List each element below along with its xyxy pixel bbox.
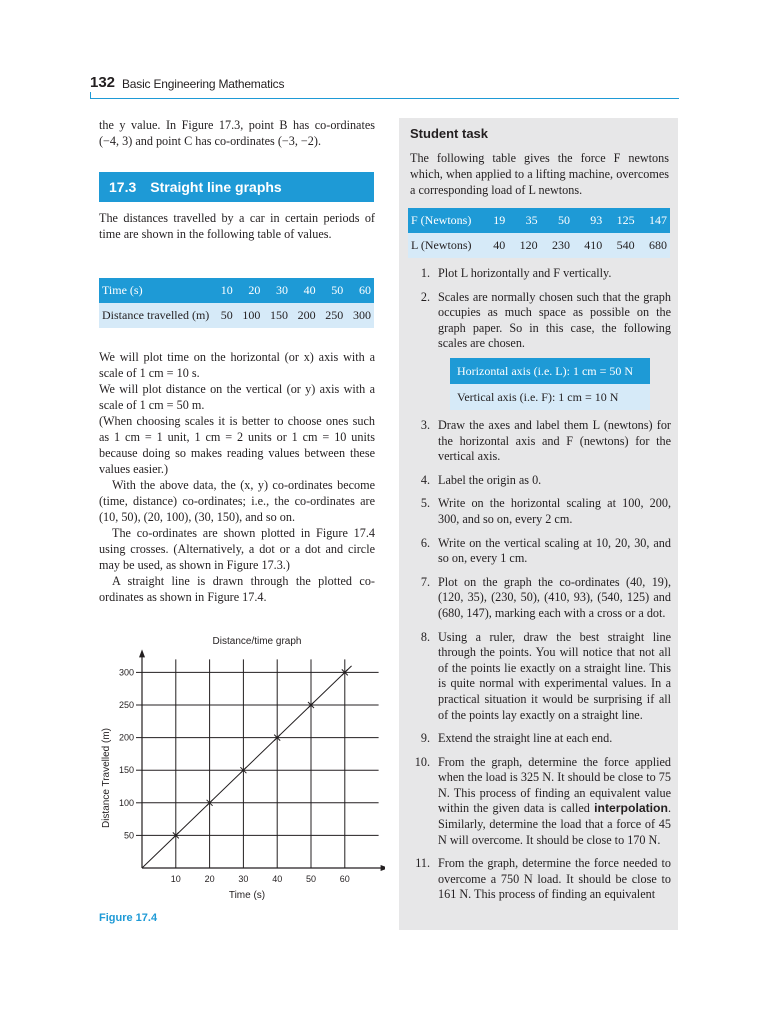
- x-tick-label: 30: [238, 874, 249, 884]
- page-number: 132: [90, 74, 116, 91]
- x-tick-label: 10: [170, 874, 181, 884]
- force-cell: 93: [590, 213, 603, 227]
- y-axis-label: Distance Travelled (m): [101, 727, 112, 829]
- time-cell: 10: [220, 283, 233, 297]
- y-tick-label: 200: [118, 732, 134, 743]
- distance-cell: 100: [242, 308, 261, 322]
- load-cell: 410: [584, 238, 603, 252]
- plotted-text: The co-ordinates are shown plotted in Figure 17.4 using crosses. (Alternatively, a dot or a dot and circle may be used, as shown in Figure 17.3.): [99, 526, 375, 572]
- distance-cell: 250: [325, 308, 344, 322]
- task-steps-list-continued: [408, 418, 671, 903]
- load-cell: 680: [649, 238, 667, 252]
- load-cell: 120: [519, 238, 538, 252]
- interpolation-term: interpolation: [594, 801, 668, 816]
- intro-paragraph: the y value. In Figure 17.3, point B has co-ordinates (−4, 3) and point C has co-ordinates (−3, −2).: [99, 118, 375, 148]
- load-row: [408, 233, 670, 258]
- distance-row-label: Distance travelled (m): [102, 308, 210, 322]
- y-tick-label: 300: [118, 667, 134, 678]
- distance-cell: 50: [220, 308, 233, 322]
- force-cell: 147: [649, 213, 667, 227]
- chart-title: Distance/time graph: [212, 636, 302, 647]
- list-item: 9. Extend the straight line at each end.: [420, 731, 613, 746]
- time-cell: 60: [359, 283, 371, 297]
- x-tick-label: 50: [305, 874, 317, 884]
- force-cell: 19: [493, 213, 506, 227]
- coordinates-text: With the above data, the (x, y) co-ordinates become (time, distance) co-ordinates; i.e., the co-ordinates are (10, 50), (20, 100), (30, 150), and so on.: [99, 478, 375, 524]
- list-item: 10. From the graph, determine the force applied when the load is 325 N. It should be close to 75 N. This process of finding an equivalent value within the given data is called interpolation. Similarly, determine the load that a force of 45 N will overcome. It should be close to 170 N.: [414, 754, 671, 847]
- list-item: 5. Write on the horizontal scaling at 100, 200, 300, and so on, every 2 cm.: [420, 496, 671, 526]
- x-tick-label: 60: [339, 874, 350, 884]
- task-steps-list: [408, 266, 671, 352]
- student-task-intro: The following table gives the force F newtons which, when applied to a lifting machine, overcomes a corresponding load of L newtons.: [410, 151, 669, 197]
- x-axis-arrow: [381, 865, 385, 871]
- header-rule: [90, 98, 679, 99]
- load-cell: 230: [551, 238, 570, 252]
- list-item: 7. Plot on the graph the co-ordinates (40, 19), (120, 35), (230, 50), (410, 93), (540, 125) and (680, 147), marking each with a cross or a dot.: [420, 574, 671, 620]
- vertical-scale-box: Vertical axis (i.e. F): 1 cm = 10 N: [450, 384, 650, 410]
- y-axis-arrow: [139, 649, 145, 657]
- section-heading: [99, 172, 374, 202]
- load-cell: 540: [616, 238, 635, 252]
- x-tick-label: 40: [272, 874, 283, 884]
- force-row: [408, 208, 670, 233]
- scale-advice-text: (When choosing scales it is better to choose ones such as 1 cm = 1 unit, 1 cm = 2 units or 1 cm = 10 units because doing so makes reading values between these values easier.): [99, 414, 375, 476]
- x-tick-label: 20: [204, 874, 215, 884]
- list-item: 8. Using a ruler, draw the best straight line through the points. You will notice that not all of the points lie exactly on a straight line. This is quite normal with experimental values. In a practical situation it would be surprising if all of the points lay exactly on a straight line.: [420, 629, 671, 722]
- load-row-label: L (Newtons): [411, 238, 472, 252]
- distance-cell: 200: [297, 308, 316, 322]
- force-cell: 50: [557, 213, 570, 227]
- horizontal-scale-box: Horizontal axis (i.e. L): 1 cm = 50 N: [450, 358, 650, 384]
- chart-ticks: [119, 667, 350, 884]
- book-title: Basic Engineering Mathematics: [122, 77, 285, 91]
- force-row-label: F (Newtons): [411, 213, 472, 227]
- time-cell: 20: [248, 283, 261, 297]
- list-item: 6. Write on the vertical scaling at 10, 20, 30, and so on, every 1 cm.: [420, 535, 671, 566]
- list-item: 11. From the graph, determine the force needed to overcome a 750 N load. It should be close to 161 N. This process of finding an equivalent: [415, 856, 671, 902]
- distance-row: [99, 303, 374, 328]
- time-row-label: Time (s): [102, 283, 143, 297]
- student-task-title: Student task: [410, 126, 489, 141]
- y-tick-label: 150: [118, 765, 134, 776]
- y-tick-label: 250: [118, 700, 134, 710]
- list-item: 2. Scales are normally chosen such that the graph occupies as much space as possible on the graph paper. So in this case, the following scales are chosen.: [420, 289, 671, 351]
- x-axis-label: Time (s): [228, 890, 266, 901]
- y-tick-label: 100: [118, 797, 134, 808]
- load-cell: 40: [493, 238, 506, 252]
- x-axis-scale-text: We will plot time on the horizontal (or x) axis with a scale of 1 cm = 10 s.: [99, 350, 375, 380]
- explanation-block: [99, 349, 375, 605]
- distance-intro-paragraph: The distances travelled by a car in certain periods of time are shown in the following table of values.: [99, 211, 375, 241]
- time-cell: 30: [276, 283, 289, 297]
- time-row: [99, 278, 374, 303]
- y-tick-label: 50: [123, 830, 134, 841]
- straight-line-text: A straight line is drawn through the plotted co-ordinates as shown in Figure 17.4.: [99, 574, 375, 604]
- force-cell: 125: [616, 213, 635, 227]
- list-item: 3. Draw the axes and label them L (newtons) for the horizontal axis and F (newtons) for the vertical axis.: [420, 418, 671, 464]
- list-item: 4. Label the origin as 0.: [420, 472, 542, 487]
- time-cell: 50: [331, 283, 344, 297]
- force-cell: 35: [525, 213, 538, 227]
- y-axis-scale-text: We will plot distance on the vertical (or y) axis with a scale of 1 cm = 50 m.: [99, 382, 375, 412]
- section-number: 17.3: [109, 179, 137, 195]
- distance-cell: 300: [353, 308, 371, 322]
- list-item: 1. Plot L horizontally and F vertically.: [420, 266, 612, 280]
- section-title: Straight line graphs: [150, 179, 282, 195]
- distance-table: [99, 278, 374, 328]
- distance-time-chart: [95, 628, 385, 908]
- time-cell: 40: [303, 283, 316, 297]
- figure-caption: Figure 17.4: [99, 912, 158, 924]
- distance-cell: 150: [270, 308, 289, 322]
- force-load-table: [408, 208, 670, 258]
